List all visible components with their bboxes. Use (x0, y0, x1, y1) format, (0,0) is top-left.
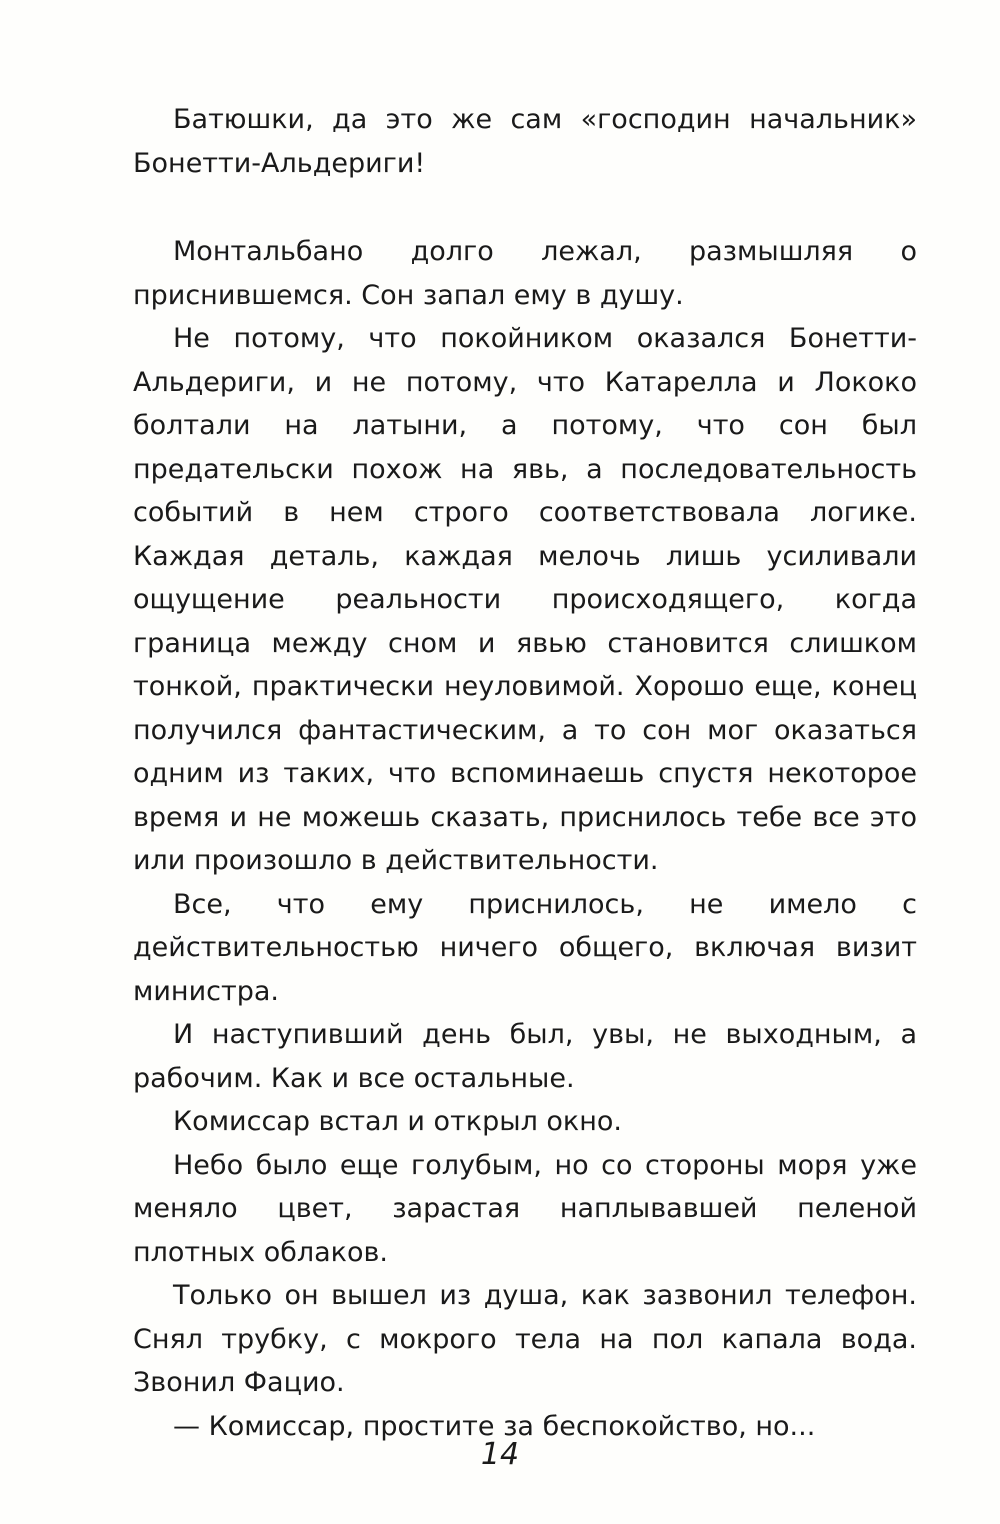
paragraph-3: Все, что ему приснилось, не имело с действительностью ничего общего, включая визит министра. (133, 888, 917, 1007)
paragraph-6: Небо было еще голубым, но со стороны моря уже меняло цвет, зарастая наплывавшей пеленой плотных облаков. (133, 1149, 917, 1268)
paragraph-4: И наступивший день был, увы, не выходным, а рабочим. Как и все остальные. (133, 1019, 917, 1094)
paragraph-2: Не потому, что покойником оказался Бонетти-Альдериги, и не потому, что Катарелла и Лококо болтали на латыни, а потому, что сон был предательски похож на явь, а последовательность событий в нем строго соответствовала логике. Каждая деталь, каждая мелочь лишь усиливали ощущение реальности происходящего, когда граница между сном и явью становится слишком тонкой, практически неуловимой. Хорошо еще, конец получился фантастическим, а то сон мог оказаться одним из таких, что вспоминаешь спустя некоторое время и не можешь сказать, приснилось тебе все это или произошло в действительности. (133, 323, 917, 876)
opening-text (133, 98, 917, 185)
paragraph-1: Монтальбано долго лежал, размышляя о приснившемся. Сон запал ему в душу. (133, 236, 917, 311)
body-text (133, 230, 917, 1448)
paragraph-8: — Комиссар, простите за беспокойство, но... (173, 1410, 816, 1442)
paragraph-7: Только он вышел из душа, как зазвонил телефон. Снял трубку, с мокрого тела на пол капала вода. Звонил Фацио. (133, 1280, 917, 1398)
paragraph-5: Комиссар встал и открыл окно. (173, 1106, 622, 1137)
page-number: 14 (480, 1437, 520, 1472)
paragraph-opening: Батюшки, да это же сам «господин начальник» Бонетти-Альдериги! (133, 104, 917, 179)
